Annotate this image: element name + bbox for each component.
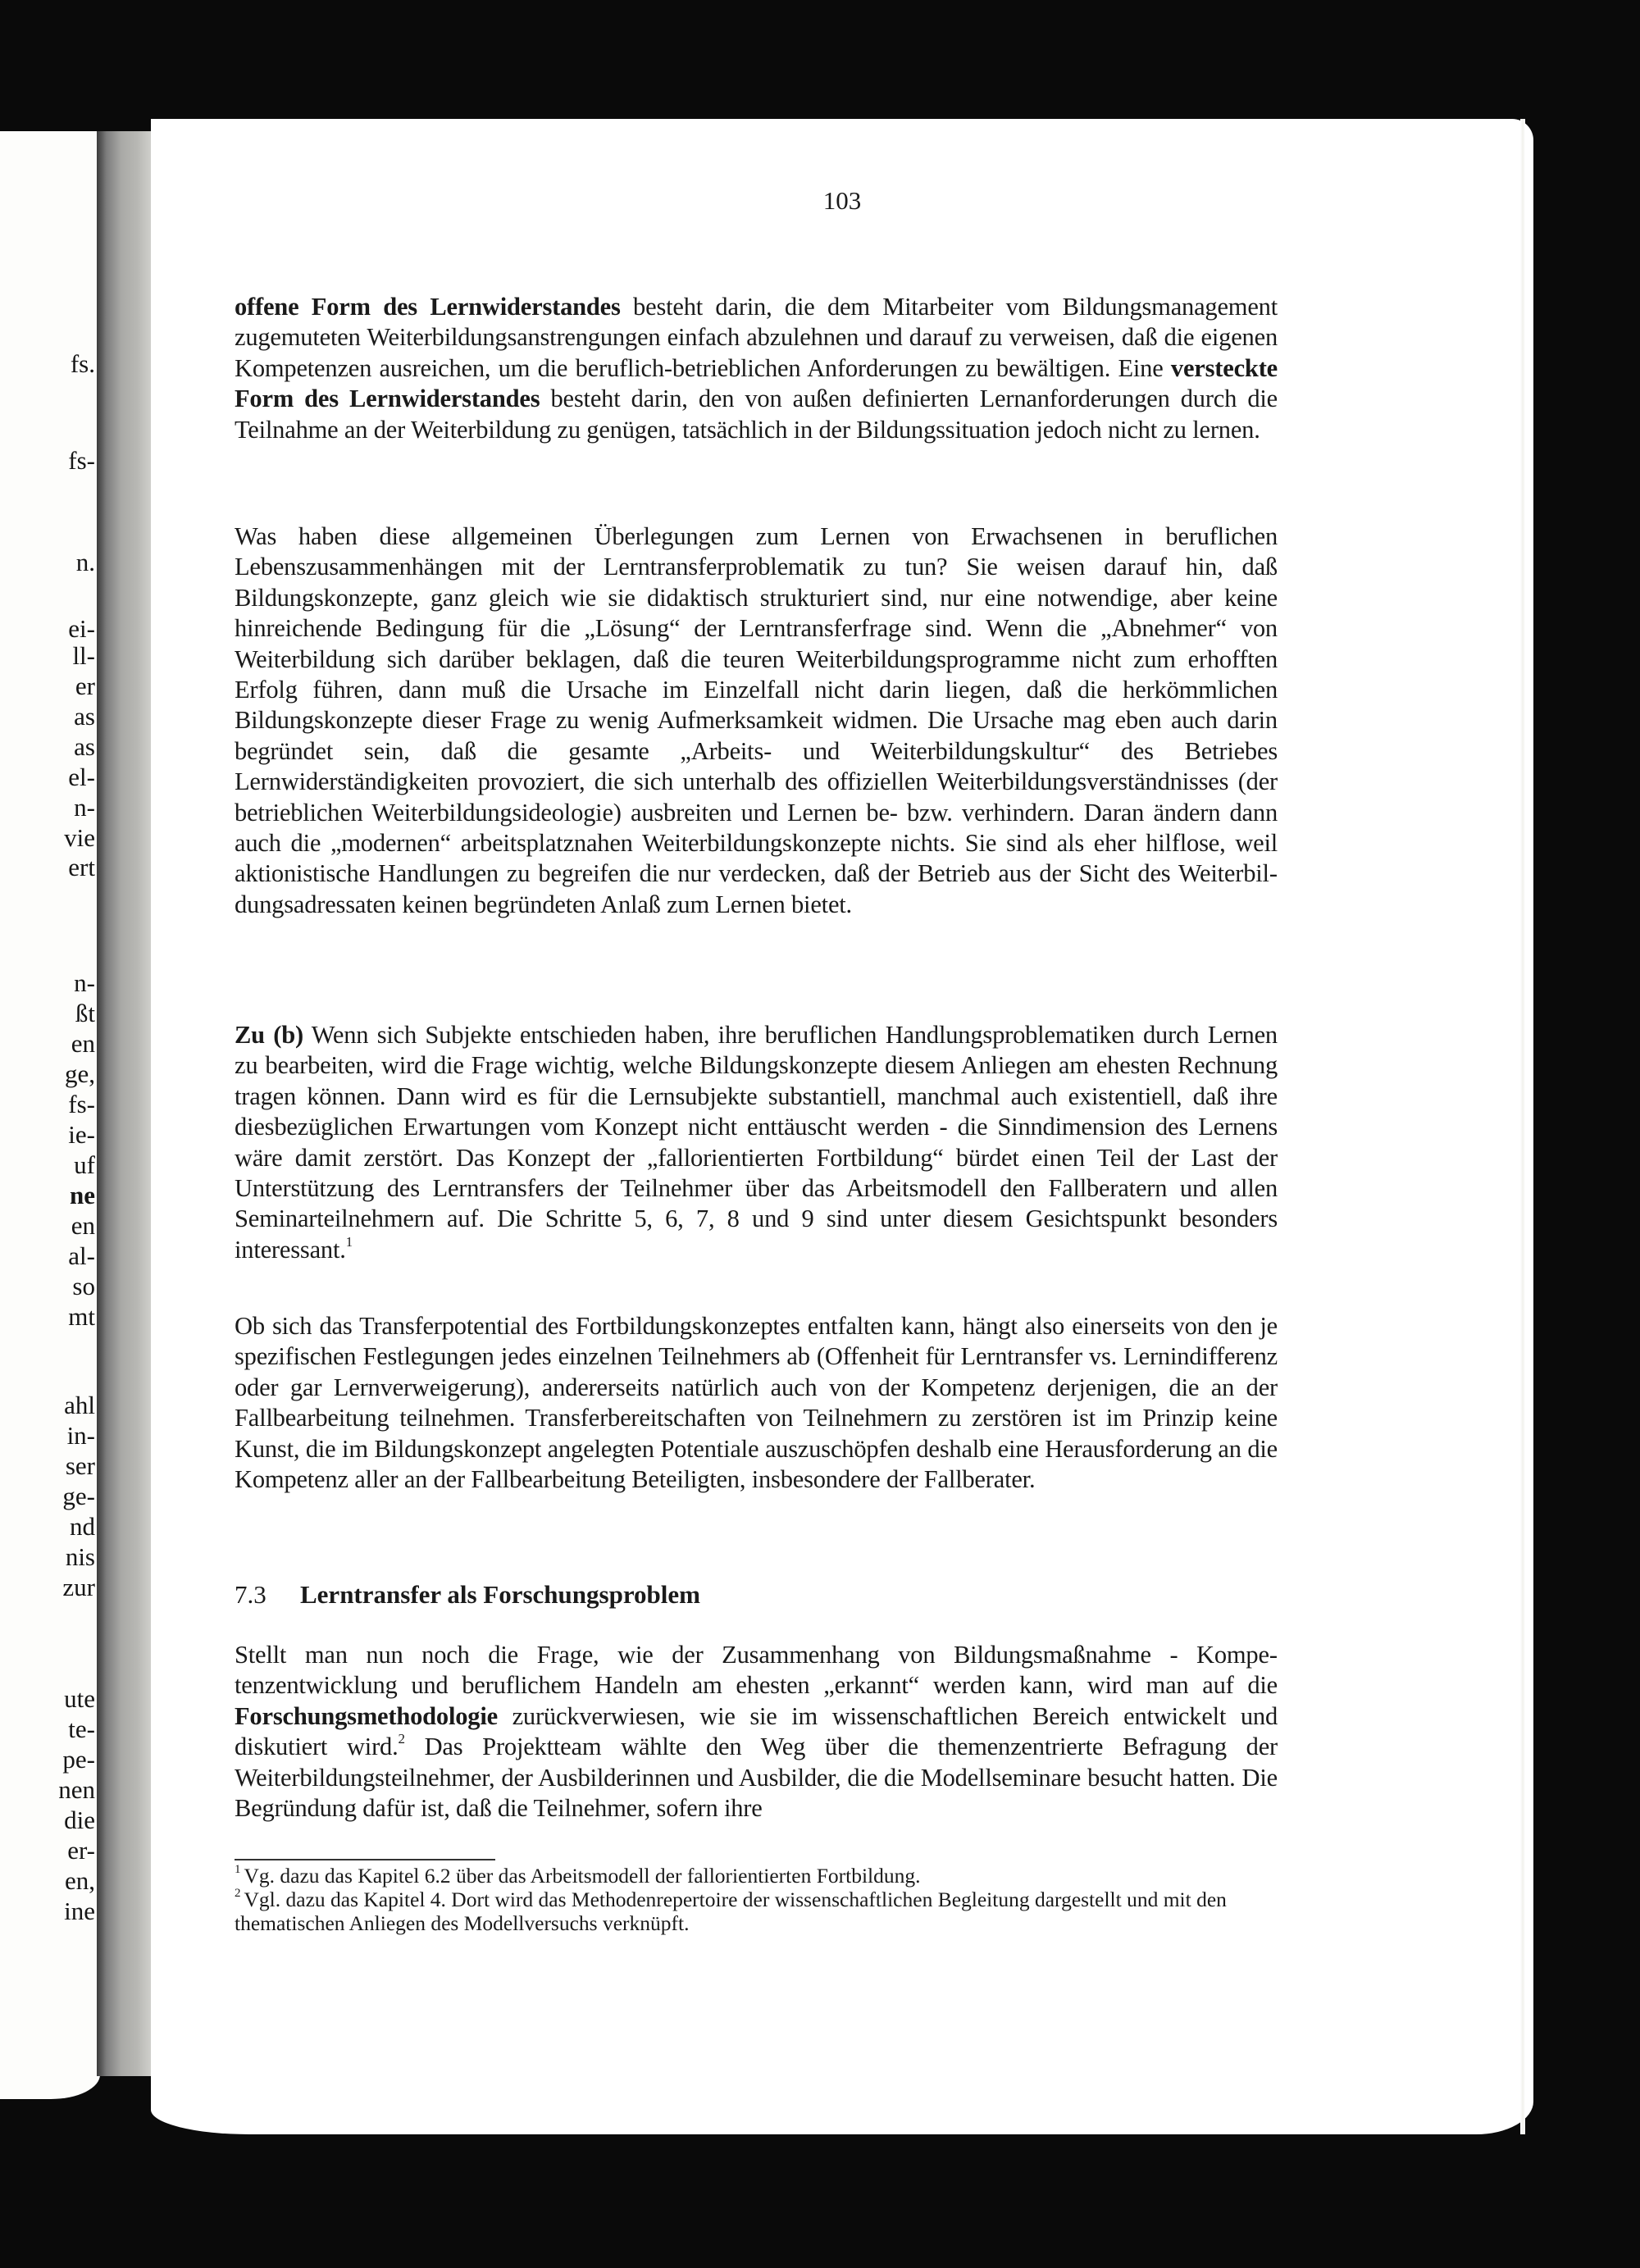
paragraph-4: [235, 1311, 1278, 1495]
section-heading: [235, 1580, 700, 1610]
footnote-mark: 1: [235, 1863, 241, 1876]
footnote-1: [235, 1864, 1278, 1888]
footnote-mark: 2: [235, 1887, 241, 1900]
facing-page-text-fragment: ll-: [72, 641, 95, 670]
facing-page-text-fragment: el-: [68, 763, 95, 791]
emphasis-bold: offene Form des Lernwiderstandes: [235, 293, 621, 321]
emphasis-bold: versteckte Form des Lernwiderstandes: [235, 353, 1278, 413]
paragraph-2: [235, 521, 1278, 920]
facing-page-text-fragment: nis: [65, 1542, 95, 1571]
facing-page-text-fragment: pe-: [62, 1745, 95, 1774]
paragraph-text: [235, 1640, 1278, 1824]
facing-page-text-fragment: fs-: [68, 1090, 95, 1118]
footnote-reference: 2: [398, 1731, 405, 1747]
facing-page-text-fragment: ge-: [62, 1482, 95, 1510]
facing-page-text-fragment: ie-: [68, 1120, 95, 1149]
facing-page-text-fragment: as: [74, 702, 95, 731]
footnotes: [235, 1864, 1278, 1935]
footnote-separator: [235, 1859, 495, 1860]
facing-page-text-fragment: as: [74, 732, 95, 761]
footnote-2: [235, 1888, 1278, 1935]
emphasis-bold: Forschungsmethodologie: [235, 1701, 498, 1730]
facing-page-text-fragment: nd: [70, 1512, 95, 1541]
facing-page-text-fragment: en: [71, 1211, 95, 1240]
text-run: Was haben diese allgemeinen Überlegungen zum Lernen von Erwachsenen in beruflichen Lebenszusammenhängen mit der Lerntransferproblematik zu tun? Sie weisen darauf hin, daß Bildungskonzepte, ganz gleich wie sie didaktisch strukturiert sind, nur eine notwendige, aber keine hinreichende Bedingung für die „Lösung“ der Lerntransferfrage sind. Wenn die „Abnehmer“ von Weiterbildung sich darüber beklagen, daß die teuren Weiterbildungsprogramme nicht zum erhofften Erfolg führen, dann muß die Ursache im Einzelfall nicht darin liegen, daß die herkömmlichen Bildungskonzepte dieser Frage zu wenig Aufmerksamkeit widmen. Die Ursache mag eben auch darin begründet sein, daß die gesamte „Arbeits- und Weiterbildungskultur“ des Betriebes Lernwiderständigkeiten provoziert, die sich unterhalb des offiziellen Weiterbildungsverständnisses (der betrieblichen Weiterbildungsideologie) ausbreiten und Lernen be- bzw. verhindern. Daran ändern dann auch die „modernen“ arbeitsplatznahen Weiterbildungskonzepte nichts. Sie sind als eher hilflose, weil aktionistische Handlungen zu begreifen die nur verdecken, daß der Betrieb aus der Sicht des Weiterbildungsadressaten keinen begründeten Anlaß zum Lernen bietet.: [235, 522, 1278, 918]
text-run: besteht darin, den von außen definierten Lernanforderungen durch die Teilnahme an der Weiterbildung zu genügen, tatsächlich in der Bildungssituation jedoch nicht zu lernen.: [235, 385, 1278, 444]
paragraph-text: [235, 1311, 1278, 1495]
book-page: [151, 119, 1533, 2134]
facing-page-left: [0, 131, 100, 2099]
facing-page-text-fragment: te-: [68, 1715, 95, 1743]
facing-page-text-fragment: so: [72, 1272, 95, 1300]
facing-page-text-fragment: n.: [75, 548, 95, 576]
paragraph-text: [235, 521, 1278, 920]
facing-page-text-fragment: ser: [65, 1451, 95, 1480]
paragraph-5: [235, 1640, 1278, 1824]
facing-page-text-fragment: fs-: [68, 446, 95, 475]
footnote-reference: 1: [345, 1233, 353, 1250]
footnote-text: Vg. dazu das Kapitel 6.2 über das Arbeitsmodell der fallorientierten Fortbildung.: [244, 1864, 921, 1888]
text-run: Ob sich das Transferpotential des Fortbildungskonzeptes entfalten kann, hängt also einerseits von den je spezifischen Festlegungen jedes einzelnen Teilnehmers ab (Offenheit für Lerntransfer vs. Lernindifferenz oder gar Lernverweigerung), andererseits natürlich auch von der Kompetenz derjenigen, die an der Fallbearbeitung teilnehmen. Transferbereitschaften von Teilnehmern zu zerstören ist im Prinzip keine Kunst, die im Bildungskonzept angelegten Potentiale auszuschöpfen deshalb eine Herausforderung an die Kompetenz aller an der Fallbearbeitung Beteiligten, insbesondere der Fallberater.: [235, 1312, 1278, 1494]
facing-page-text-fragment: n-: [74, 793, 95, 822]
facing-page-text-fragment: zur: [62, 1573, 95, 1601]
section-number: 7.3: [235, 1580, 266, 1609]
facing-page-text-fragment: die: [64, 1806, 95, 1834]
facing-page-text-fragment: ine: [64, 1897, 95, 1925]
facing-page-text-fragment: uf: [74, 1150, 95, 1179]
section-title: Lerntransfer als Forschungsproblem: [300, 1580, 700, 1609]
text-run: besteht darin, die dem Mitarbeiter vom Bildungsmanagement zugemuteten Weiterbildungsanstrengungen einfach abzulehnen und darauf zu verweisen, daß die eigenen Kompetenzen ausreichen, um die beruflich-betrieblichen Anforderungen zu bewältigen. Eine: [235, 293, 1278, 382]
paragraph-text: [235, 1020, 1278, 1265]
facing-page-text-fragment: ßt: [75, 999, 95, 1027]
paragraph-text: [235, 292, 1278, 445]
paragraph-1: [235, 292, 1278, 445]
facing-page-text-fragment: nen: [58, 1775, 95, 1804]
facing-page-text-fragment: ute: [64, 1684, 95, 1713]
page-edge: [1520, 119, 1525, 2134]
text-run: Wenn sich Subjekte entschieden haben, ihre beruflichen Handlungsproblematiken durch Lernen zu bearbeiten, wird die Frage wichtig, welche Bildungskonzepte diesem Anliegen am ehesten Rechnung tragen können. Dann wird es für die Lernsubjekte substantiell, manchmal auch existentiell, daß ihre diesbezüglichen Erwartungen vom Konzept nicht enttäuscht werden - die Sinndimension des Lernens wäre damit zerstört. Das Konzept der „fallorientierten Fortbildung“ bürdet einen Teil der Last der Unterstützung des Lerntransfers der Teilnehmer über das Arbeitsmodell den Fallberatern und allen Seminarteilnehmern auf. Die Schritte 5, 6, 7, 8 und 9 sind unter diesem Gesichtspunkt besonders interessant.: [235, 1021, 1278, 1264]
facing-page-text-fragment: ert: [68, 853, 95, 881]
footnote-text: Vgl. dazu das Kapitel 4. Dort wird das Methodenrepertoire der wissenschaftlichen Begleitung dargestellt und mit den thematischen Anliegen des Modellversuchs verknüpft.: [235, 1888, 1227, 1935]
text-run: Das Projektteam wählte den Weg über die themenzentrierte Befragung der Weiterbildungsteilnehmer, der Ausbilderinnen und Ausbilder, die die Modellseminare besucht hatten. Die Begründung dafür ist, daß die Teilnehmer, sofern ihre: [235, 1733, 1278, 1823]
facing-page-text-fragment: al-: [68, 1241, 95, 1270]
facing-page-text-fragment: er: [75, 672, 95, 700]
book-gutter-shadow: [97, 131, 151, 2076]
text-run: Stellt man nun noch die Frage, wie der Zusammenhang von Bildungsmaßnahme - Kompetenzentwicklung und beruflichem Handeln am ehesten „erkannt“ werden kann, wird man auf die: [235, 1641, 1278, 1700]
facing-page-text-fragment: er-: [67, 1836, 95, 1865]
facing-page-text-fragment: vie: [64, 823, 95, 852]
page-number: 103: [822, 186, 862, 215]
facing-page-text-fragment: n-: [74, 968, 95, 997]
facing-page-text-fragment: ei-: [68, 614, 95, 643]
facing-page-text-fragment: en: [71, 1029, 95, 1058]
facing-page-text-fragment: ne: [70, 1181, 95, 1209]
emphasis-bold: Zu (b): [235, 1021, 303, 1049]
facing-page-text-fragment: ahl: [64, 1391, 95, 1419]
paragraph-3: [235, 1020, 1278, 1265]
facing-page-text-fragment: fs.: [70, 349, 95, 378]
facing-page-text-fragment: ge,: [64, 1059, 95, 1088]
facing-page-text-fragment: en,: [64, 1866, 95, 1895]
facing-page-text-fragment: in-: [66, 1421, 95, 1450]
facing-page-text-fragment: mt: [68, 1302, 95, 1331]
text-run: zurückverwiesen, wie sie im wissenschaftlichen Bereich entwickelt und diskutiert wird.: [235, 1701, 1278, 1761]
